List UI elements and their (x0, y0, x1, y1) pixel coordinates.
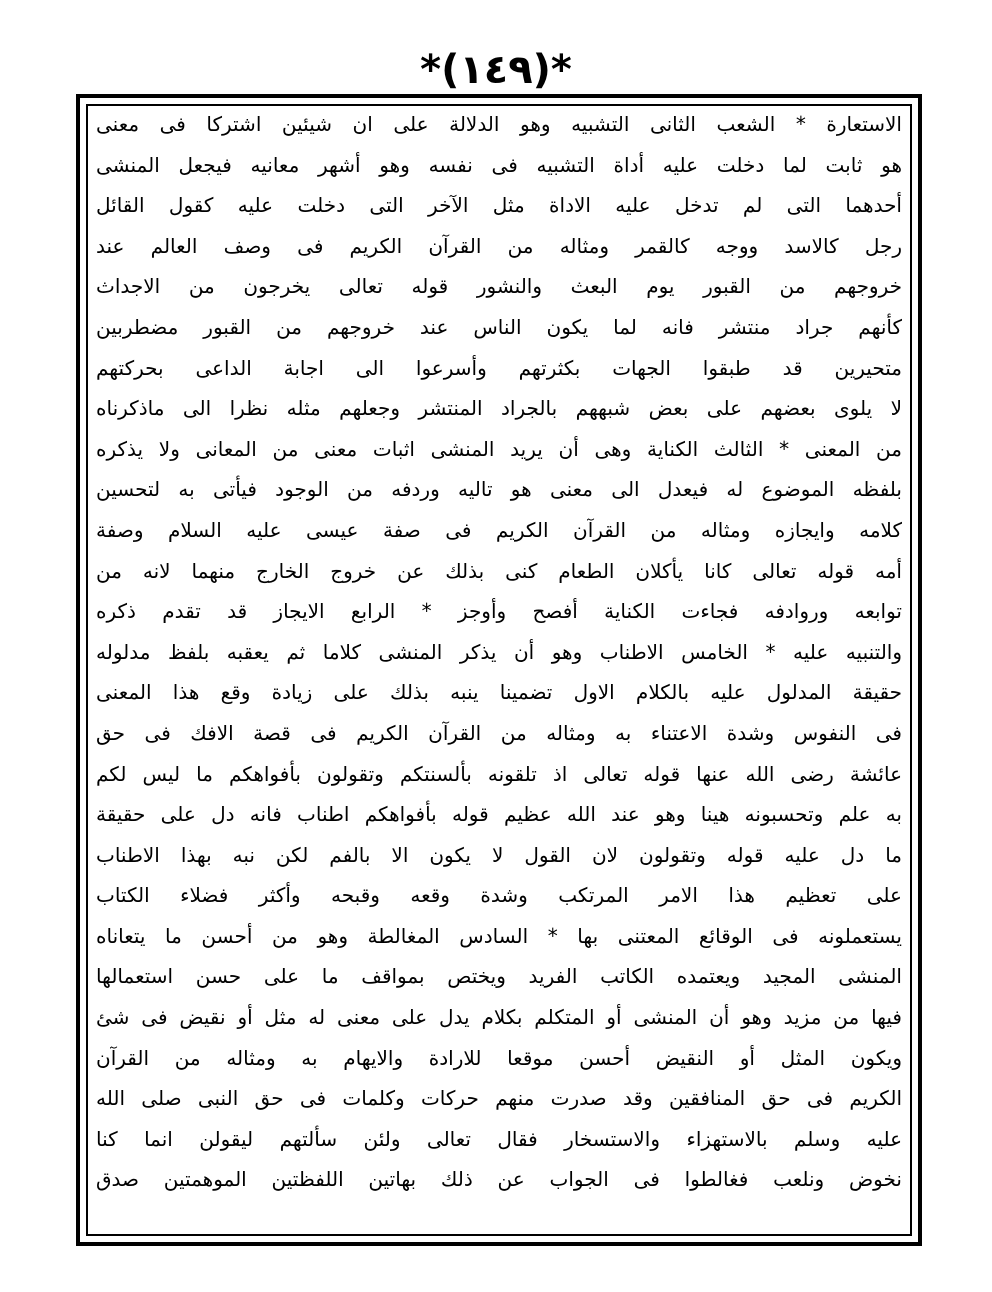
text-line: عليه وسلم بالاستهزاء والاستسخار فقال تعالى ولئن سألتهم ليقولن انما كنا (96, 1126, 902, 1151)
text-line: على تعظيم هذا الامر المرتكب وشدة وقعه وقبحه وأكثر فضلاء الكتاب (96, 883, 902, 908)
text-line: متحيرين قد طبقوا الجهات بكثرتهم وأسرعوا الى اجابة الداعى بحركتهم (96, 355, 902, 380)
text-line: والتنبيه عليه * الخامس الاطناب وهو أن يذكر المنشى كلاما ثم يعقبه بلفظ مدلوله (96, 639, 902, 664)
text-line: أحدهما التى لم تدخل عليه الاداة مثل الآخر التى دخلت عليه كقول القائل (96, 193, 902, 218)
text-line: رجل كالاسد ووجه كالقمر ومثاله من القرآن الكريم فى وصف العالم عند (96, 233, 902, 258)
text-line: هو ثابت لما دخلت عليه أداة التشبيه فى نفسه وهو أشهر معانيه فيجعل المنشى (96, 152, 902, 177)
body-text (96, 104, 902, 1224)
text-line: كلامه وايجازه ومثاله من القرآن الكريم فى صفة عيسى عليه السلام وصفة (96, 517, 902, 542)
text-line: حقيقة المدلول عليه بالكلام الاول تضمينا ينبه بذلك على زيادة وقع هذا المعنى (96, 680, 902, 705)
text-line: كأنهم جراد منتشر فانه لما يكون الناس عند خروجهم من القبور مضطربين (96, 314, 902, 339)
text-line: فيها من مزيد وهو أن المنشى أو المتكلم بكلام يدل على معنى له مثل أو نقيض فى شئ (96, 1005, 902, 1030)
text-line: ويكون المثل أو النقيض أحسن موقعا للارادة والايهام به ومثاله من القرآن (96, 1045, 902, 1070)
text-line: لا يلوى بعضهم على بعض شبههم بالجراد المنتشر وجعلهم مثله نظرا الى ماذكرناه (96, 396, 902, 421)
text-line: نخوض ونلعب فغالطوا فى الجواب عن ذلك بهاتين اللفظتين الموهمتين صدق (96, 1167, 902, 1192)
text-line: الاستعارة * الشعب الثانى التشبيه وهو الدلالة على ان شيئين اشتركا فى معنى (96, 112, 902, 136)
text-line: الكريم فى حق المنافقين وقد صدرت منهم حركات وكلمات فى حق النبى صلى الله (96, 1086, 902, 1111)
text-line: فى النفوس وشدة الاعتناء به ومثاله من القرآن الكريم فى قصة الافك فى حق (96, 720, 902, 745)
text-line: يستعملونه فى الوقائع المعتنى بها * السادس المغالطة وهو من أحسن ما يتعاناه (96, 923, 902, 948)
text-line: من المعنى * الثالث الكناية وهى أن يريد المنشى اثبات معنى من المعانى ولا يذكره (96, 436, 902, 461)
text-line: خروجهم من القبور يوم البعث والنشور قوله تعالى يخرجون من الاجداث (96, 274, 902, 299)
text-line: توابعه وروادفه فجاءت الكناية أفصح وأوجز * الرابع الايجاز قد تقدم ذكره (96, 599, 902, 624)
text-line: عائشة رضى الله عنها قوله تعالى اذ تلقونه بألسنتكم وتقولون بأفواهكم ما ليس لكم (96, 761, 902, 786)
text-line: أمه قوله تعالى كانا يأكلان الطعام كنى بذلك عن خروج الخارج منهما لانه من (96, 558, 902, 583)
text-line: ما دل عليه قوله وتقولون لان القول لا يكون الا بالفم لكن نبه بهذا الاطناب (96, 842, 902, 867)
page-number: *(١٤٩)* (420, 47, 572, 93)
text-line: به علم وتحسبونه هينا وهو عند الله عظيم قوله بأفواهكم اطناب فانه دل على حقيقة (96, 802, 902, 827)
text-line: المنشى المجيد ويعتمده الكاتب الفريد ويختص بمواقف ما على حسن استعمالها (96, 964, 902, 989)
text-line: بلفظه الموضوع له فيعدل الى معنى هو تاليه وردفه من الوجود فيأتى به لتحسين (96, 477, 902, 502)
